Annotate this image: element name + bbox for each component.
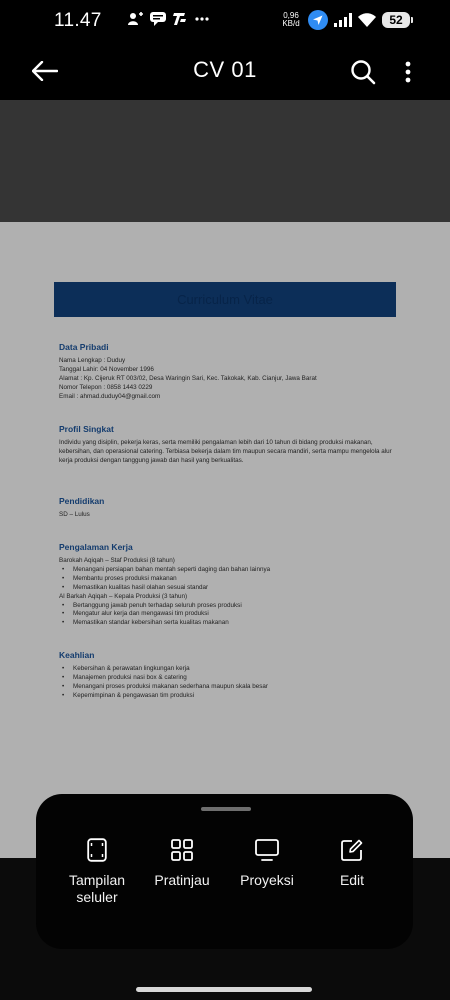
monitor-projection-icon — [254, 837, 280, 863]
section-heading: Data Pribadi — [59, 342, 109, 352]
document-title: CV 01 — [193, 57, 257, 82]
app-notification-icon — [172, 12, 188, 26]
section-pengalaman-kerja — [59, 542, 399, 628]
personal-name: Nama Lengkap : Duduy — [59, 357, 126, 364]
document-page[interactable] — [0, 222, 450, 858]
preview-button[interactable] — [139, 837, 225, 889]
profile-text: Individu yang disiplin, pekerja keras, serta memiliki pengalaman lebih dari 10 tahun di bidang produksi makanan, kebersihan, dan operasional catering. Terbiasa bekerja dalam tim maupun secara mandiri, serta mampu mengelola alur kerja produksi dengan tanggung jawab dan hasil yang berkualitas. — [59, 439, 392, 464]
section-profil-singkat — [59, 424, 399, 466]
list-item: • Menangani proses produksi makanan sederhana maupun skala besar — [59, 683, 399, 692]
cv-banner: Curriculum Vitae — [54, 282, 396, 317]
app-bar — [0, 42, 450, 100]
profile-notification-icon — [128, 12, 144, 26]
skills-list — [59, 665, 399, 701]
more-options-button[interactable] — [396, 55, 420, 89]
list-item: • Memastikan kualitas hasil olahan sesuai standar — [59, 584, 399, 593]
section-data-pribadi — [59, 342, 399, 402]
phone-view-icon — [84, 837, 110, 863]
grid-preview-icon — [169, 837, 195, 863]
list-item: • Kepemimpinan & pengawasan tim produksi — [59, 692, 399, 701]
system-status — [280, 10, 410, 30]
status-time: 11.47 — [54, 10, 102, 31]
section-heading: Profil Singkat — [59, 424, 114, 434]
battery-icon: 52 — [382, 12, 410, 28]
document-viewer[interactable] — [0, 100, 450, 858]
job-title: Al Barkah Aqiqah – Kepala Produksi (3 tahun) — [59, 592, 188, 600]
edit-pencil-icon — [339, 837, 365, 863]
bottom-action-sheet — [36, 794, 413, 949]
job-duties — [59, 602, 399, 629]
list-item: • Kebersihan & perawatan lingkungan kerja — [59, 665, 399, 674]
personal-email: Email : ahmad.duduy04@gmail.com — [59, 392, 161, 400]
status-bar — [0, 0, 450, 42]
section-keahlian — [59, 650, 399, 701]
personal-phone: Nomor Telepon : 0858 1443 0229 — [59, 383, 153, 391]
sheet-drag-handle[interactable] — [201, 807, 251, 811]
home-indicator[interactable] — [136, 987, 312, 992]
location-arrow-icon — [308, 10, 328, 30]
list-item: • Menangani persiapan bahan mentah seperti daging dan bahan lainnya — [59, 566, 399, 575]
list-item: • Memastikan standar kebersihan serta kualitas makanan — [59, 619, 399, 628]
section-heading: Pendidikan — [59, 496, 105, 506]
chat-notification-icon — [150, 12, 166, 26]
action-label: Tampilan seluler — [68, 872, 126, 905]
search-icon — [350, 59, 376, 85]
list-item: • Membantu proses produksi makanan — [59, 575, 399, 584]
action-label: Edit — [339, 872, 365, 888]
net-speed: 0,96 KB/d — [282, 11, 300, 28]
personal-address: Alamat : Kp. Cijeruk RT 003/02, Desa Waringin Sari, Kec. Takokak, Kab. Cianjur, Jawa Barat — [59, 374, 317, 382]
section-heading: Pengalaman Kerja — [59, 542, 133, 552]
section-pendidikan — [59, 496, 399, 520]
job-duties — [59, 566, 399, 593]
more-vertical-icon — [405, 61, 411, 83]
job-title: Barokah Aqiqah – Staf Produksi (8 tahun) — [59, 557, 175, 564]
action-label: Pratinjau — [154, 872, 210, 888]
more-notifications-icon — [194, 12, 210, 26]
personal-birthdate: Tanggal Lahir: 04 November 1996 — [59, 365, 154, 373]
section-heading: Keahlian — [59, 650, 95, 660]
search-button[interactable] — [346, 55, 380, 89]
mobile-view-button[interactable] — [54, 837, 140, 906]
projection-button[interactable] — [224, 837, 310, 889]
education-entry: SD – Lulus — [59, 511, 90, 518]
list-item: • Mengatur alur kerja dan mengawasi tim produksi — [59, 610, 399, 619]
list-item: • Manajemen produksi nasi box & catering — [59, 674, 399, 683]
signal-icon — [334, 13, 352, 27]
list-item: • Bertanggung jawab penuh terhadap seluruh proses produksi — [59, 602, 399, 611]
action-label: Proyeksi — [240, 872, 294, 888]
wifi-icon — [358, 13, 376, 27]
edit-button[interactable] — [309, 837, 395, 889]
notification-icons — [128, 12, 210, 26]
